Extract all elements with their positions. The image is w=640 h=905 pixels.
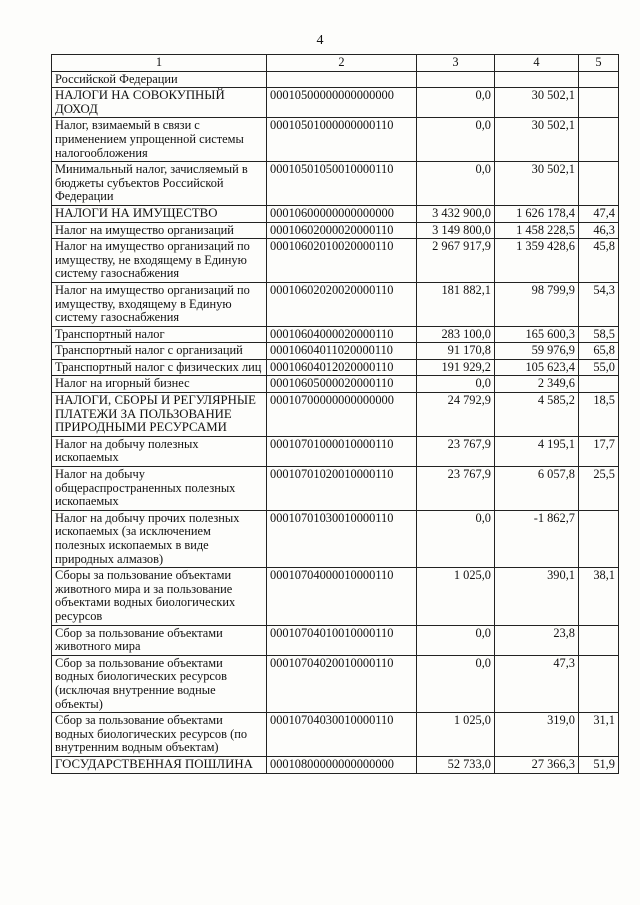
- name-cell: Налог, взимаемый в связи с применением упрощенной системы налогообложения: [52, 118, 267, 162]
- code-cell: 00010701030010000110: [267, 510, 417, 567]
- code-cell: 00010501050010000110: [267, 162, 417, 206]
- name-cell: Налог на имущество организаций по имуществу, входящему в Единую систему газоснабжения: [52, 282, 267, 326]
- table-row: [52, 222, 619, 239]
- code-cell: 00010500000000000000: [267, 88, 417, 118]
- code-cell: 00010501000000000110: [267, 118, 417, 162]
- percent-cell: [579, 71, 619, 88]
- plan-cell: 283 100,0: [417, 326, 495, 343]
- name-cell: Налог на добычу полезных ископаемых: [52, 436, 267, 466]
- table-row: [52, 713, 619, 757]
- code-cell: 00010704000010000110: [267, 568, 417, 625]
- code-cell: [267, 71, 417, 88]
- fact-cell: 23,8: [495, 625, 579, 655]
- fact-cell: 105 623,4: [495, 359, 579, 376]
- fact-cell: 47,3: [495, 655, 579, 712]
- table-row: [52, 625, 619, 655]
- column-number-row: [52, 55, 619, 72]
- code-cell: 00010704010010000110: [267, 625, 417, 655]
- plan-cell: 0,0: [417, 88, 495, 118]
- plan-cell: 91 170,8: [417, 343, 495, 360]
- column-header: 4: [495, 55, 579, 72]
- code-cell: 00010701000010000110: [267, 436, 417, 466]
- page-number: 4: [316, 33, 324, 48]
- plan-cell: 0,0: [417, 655, 495, 712]
- table-row: [52, 326, 619, 343]
- fact-cell: 1 626 178,4: [495, 205, 579, 222]
- percent-cell: 25,5: [579, 467, 619, 511]
- percent-cell: 65,8: [579, 343, 619, 360]
- percent-cell: 54,3: [579, 282, 619, 326]
- percent-cell: 45,8: [579, 239, 619, 283]
- name-cell: ГОСУДАРСТВЕННАЯ ПОШЛИНА: [52, 756, 267, 773]
- fact-cell: 4 585,2: [495, 393, 579, 437]
- table-row: [52, 239, 619, 283]
- fact-cell: 390,1: [495, 568, 579, 625]
- percent-cell: [579, 510, 619, 567]
- code-cell: 00010604000020000110: [267, 326, 417, 343]
- code-cell: 00010704030010000110: [267, 713, 417, 757]
- table-row: [52, 282, 619, 326]
- table-row: [52, 467, 619, 511]
- name-cell: Сбор за пользование объектами водных биологических ресурсов (исключая внутренние водные объекты): [52, 655, 267, 712]
- table-row: [52, 510, 619, 567]
- name-cell: Сбор за пользование объектами животного мира: [52, 625, 267, 655]
- code-cell: 00010800000000000000: [267, 756, 417, 773]
- percent-cell: 31,1: [579, 713, 619, 757]
- percent-cell: [579, 118, 619, 162]
- column-header: 2: [267, 55, 417, 72]
- name-cell: Налог на добычу общераспространенных полезных ископаемых: [52, 467, 267, 511]
- percent-cell: 47,4: [579, 205, 619, 222]
- plan-cell: 181 882,1: [417, 282, 495, 326]
- name-cell: Транспортный налог с организаций: [52, 343, 267, 360]
- table-row: [52, 88, 619, 118]
- plan-cell: 52 733,0: [417, 756, 495, 773]
- column-header: 3: [417, 55, 495, 72]
- name-cell: НАЛОГИ НА ИМУЩЕСТВО: [52, 205, 267, 222]
- table-row: [52, 71, 619, 88]
- plan-cell: 0,0: [417, 625, 495, 655]
- plan-cell: 3 432 900,0: [417, 205, 495, 222]
- percent-cell: 38,1: [579, 568, 619, 625]
- fact-cell: 30 502,1: [495, 88, 579, 118]
- table-row: [52, 118, 619, 162]
- percent-cell: 51,9: [579, 756, 619, 773]
- code-cell: 00010704020010000110: [267, 655, 417, 712]
- fact-cell: 4 195,1: [495, 436, 579, 466]
- name-cell: НАЛОГИ НА СОВОКУПНЫЙ ДОХОД: [52, 88, 267, 118]
- percent-cell: 58,5: [579, 326, 619, 343]
- plan-cell: 2 967 917,9: [417, 239, 495, 283]
- code-cell: 00010602020020000110: [267, 282, 417, 326]
- code-cell: 00010604012020000110: [267, 359, 417, 376]
- column-header: 1: [52, 55, 267, 72]
- name-cell: Российской Федерации: [52, 71, 267, 88]
- table-row: [52, 393, 619, 437]
- fact-cell: 59 976,9: [495, 343, 579, 360]
- plan-cell: 23 767,9: [417, 436, 495, 466]
- fact-cell: 27 366,3: [495, 756, 579, 773]
- name-cell: Налог на добычу прочих полезных ископаемых (за исключением полезных ископаемых в виде природных алмазов): [52, 510, 267, 567]
- name-cell: Минимальный налог, зачисляемый в бюджеты субъектов Российской Федерации: [52, 162, 267, 206]
- percent-cell: 55,0: [579, 359, 619, 376]
- fact-cell: -1 862,7: [495, 510, 579, 567]
- table-row: [52, 359, 619, 376]
- budget-table: [51, 54, 619, 774]
- fact-cell: 2 349,6: [495, 376, 579, 393]
- fact-cell: 6 057,8: [495, 467, 579, 511]
- fact-cell: 319,0: [495, 713, 579, 757]
- percent-cell: 46,3: [579, 222, 619, 239]
- table-row: [52, 756, 619, 773]
- fact-cell: 165 600,3: [495, 326, 579, 343]
- plan-cell: 1 025,0: [417, 568, 495, 625]
- percent-cell: [579, 625, 619, 655]
- fact-cell: 1 359 428,6: [495, 239, 579, 283]
- column-header: 5: [579, 55, 619, 72]
- name-cell: НАЛОГИ, СБОРЫ И РЕГУЛЯРНЫЕ ПЛАТЕЖИ ЗА ПОЛЬЗОВАНИЕ ПРИРОДНЫМИ РЕСУРСАМИ: [52, 393, 267, 437]
- percent-cell: 18,5: [579, 393, 619, 437]
- percent-cell: [579, 655, 619, 712]
- fact-cell: [495, 71, 579, 88]
- percent-cell: 17,7: [579, 436, 619, 466]
- code-cell: 00010700000000000000: [267, 393, 417, 437]
- code-cell: 00010604011020000110: [267, 343, 417, 360]
- table-row: [52, 655, 619, 712]
- table-row: [52, 376, 619, 393]
- table-row: [52, 436, 619, 466]
- fact-cell: 1 458 228,5: [495, 222, 579, 239]
- plan-cell: 1 025,0: [417, 713, 495, 757]
- name-cell: Налог на имущество организаций: [52, 222, 267, 239]
- plan-cell: 3 149 800,0: [417, 222, 495, 239]
- code-cell: 00010602010020000110: [267, 239, 417, 283]
- percent-cell: [579, 162, 619, 206]
- table-row: [52, 568, 619, 625]
- name-cell: Транспортный налог с физических лиц: [52, 359, 267, 376]
- fact-cell: 30 502,1: [495, 162, 579, 206]
- plan-cell: 0,0: [417, 118, 495, 162]
- table-row: [52, 343, 619, 360]
- plan-cell: 23 767,9: [417, 467, 495, 511]
- plan-cell: 0,0: [417, 510, 495, 567]
- code-cell: 00010701020010000110: [267, 467, 417, 511]
- name-cell: Налог на игорный бизнес: [52, 376, 267, 393]
- fact-cell: 30 502,1: [495, 118, 579, 162]
- name-cell: Транспортный налог: [52, 326, 267, 343]
- table-row: [52, 205, 619, 222]
- plan-cell: 0,0: [417, 162, 495, 206]
- name-cell: Сбор за пользование объектами водных биологических ресурсов (по внутренним водным объектам): [52, 713, 267, 757]
- table-row: [52, 162, 619, 206]
- plan-cell: 0,0: [417, 376, 495, 393]
- name-cell: Налог на имущество организаций по имуществу, не входящему в Единую систему газоснабжения: [52, 239, 267, 283]
- name-cell: Сборы за пользование объектами животного мира и за пользование объектами водных биологических ресурсов: [52, 568, 267, 625]
- plan-cell: [417, 71, 495, 88]
- code-cell: 00010600000000000000: [267, 205, 417, 222]
- code-cell: 00010602000020000110: [267, 222, 417, 239]
- code-cell: 00010605000020000110: [267, 376, 417, 393]
- plan-cell: 24 792,9: [417, 393, 495, 437]
- fact-cell: 98 799,9: [495, 282, 579, 326]
- percent-cell: [579, 88, 619, 118]
- percent-cell: [579, 376, 619, 393]
- plan-cell: 191 929,2: [417, 359, 495, 376]
